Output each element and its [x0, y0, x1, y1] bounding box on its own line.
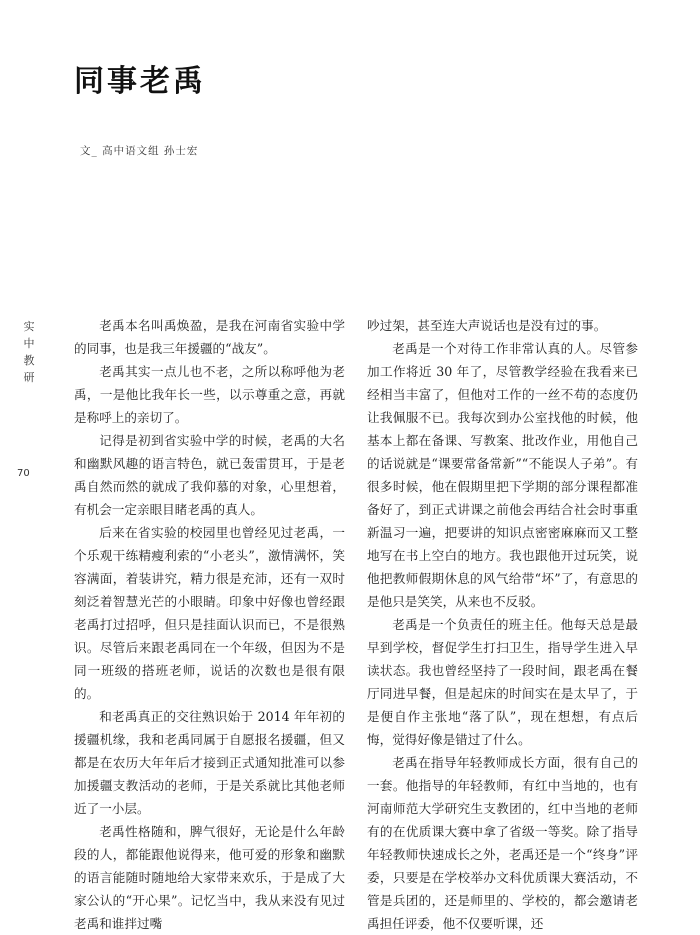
paragraph: 老禹性格随和，脾气很好，无论是什么年龄段的人，都能跟他说得来，他可爱的形象和幽默的语言能随时随地给大家带来欢乐，于是成了大家公认的“开心果”。记忆当中，我从来没有见过老禹和谁拌过嘴 — [74, 824, 345, 931]
section-label-char: 中 — [23, 337, 35, 350]
paragraph-continuation: 吵过架，甚至连大声说话也是没有过的事。 — [367, 318, 607, 333]
section-label-char: 教 — [23, 354, 35, 367]
paragraph: 后来在省实验的校园里也曾经见过老禹，一个乐观干练精瘦利索的“小老头”，激情满怀，笑容满面，着装讲究，精力很是充沛，还有一双时刻泛着智慧光芒的小眼睛。印象中好像也曾经跟老禹打过招呼，但只是挂面认识而已，不是很熟识。尽管后来跟老禹同在一个年级，但因为不是同一班级的搭班老师，说话的次数也是很有限的。 — [74, 525, 345, 701]
paragraph: 老禹是一个对待工作非常认真的人。尽管参加工作将近 30 年了，尽管教学经验在我看来已经相当丰富了，但他对工作的一丝不苟的态度仍让我佩服不已。我每次到办公室找他的时候，他基本上都在备课、写教案、批改作业，用他自己的话说就是“课要常备常新”“不能误人子弟”。有很多时候，他在假期里把下学期的部分课程都准备好了，到正式讲课之前他会再结合社会时事重新温习一遍，把要讲的知识点密密麻麻而又工整地写在书上空白的地方。我也跟他开过玩笑，说他把教师假期休息的风气给带“坏”了，有意思的是他只是笑笑，从来也不反驳。 — [367, 341, 638, 609]
paragraph: 老禹是一个负责任的班主任。他每天总是最早到学校，督促学生打扫卫生，指导学生进入早读状态。我也曾经坚持了一段时间，跟老禹在餐厅同进早餐，但是起床的时间实在是太早了，于是便自作主张地“落了队”，现在想想，有点后悔，觉得好像是错过了什么。 — [367, 617, 638, 747]
paragraph: 和老禹真正的交往熟识始于 2014 年年初的援疆机缘，我和老禹同属于自愿报名援疆，但又都是在农历大年年后才接到正式通知批准可以参加援疆支教活动的老师，于是关系就比其他老师近了一小层。 — [74, 709, 345, 816]
paragraph: 记得是初到省实验中学的时候，老禹的大名和幽默风趣的语言特色，就已轰雷贯耳，于是老禹自然而然的就成了我仰慕的对象，心里想着，有机会一定亲眼目睹老禹的真人。 — [74, 433, 345, 517]
section-label-char: 实 — [23, 320, 35, 333]
page-number: 70 — [17, 468, 30, 479]
byline: 文_ 高中语文组 孙士宏 — [80, 145, 199, 157]
article-title: 同事老禹 — [74, 64, 206, 99]
paragraph: 老禹其实一点儿也不老，之所以称呼他为老禹，一是他比我年长一些，以示尊重之意，再就是称呼上的亲切了。 — [74, 364, 345, 425]
right-column — [367, 314, 638, 935]
section-label-char: 研 — [23, 371, 35, 384]
left-column — [74, 314, 345, 935]
section-label — [22, 318, 36, 386]
paragraph: 老禹在指导年轻教师成长方面，很有自己的一套。他指导的年轻教师，有红中当地的，也有河南师范大学研究生支教团的，红中当地的老师有的在优质课大赛中拿了省级一等奖。除了指导年轻教师快速成长之外，老禹还是一个“终身”评委，只要是在学校举办文科优质课大赛活动，不管是兵团的，还是师里的、学校的，都会邀请老禹担任评委，他不仅要听课，还 — [367, 755, 638, 931]
paragraph: 老禹本名叫禹焕盈，是我在河南省实验中学的同事，也是我三年援疆的“战友”。 — [74, 318, 345, 356]
